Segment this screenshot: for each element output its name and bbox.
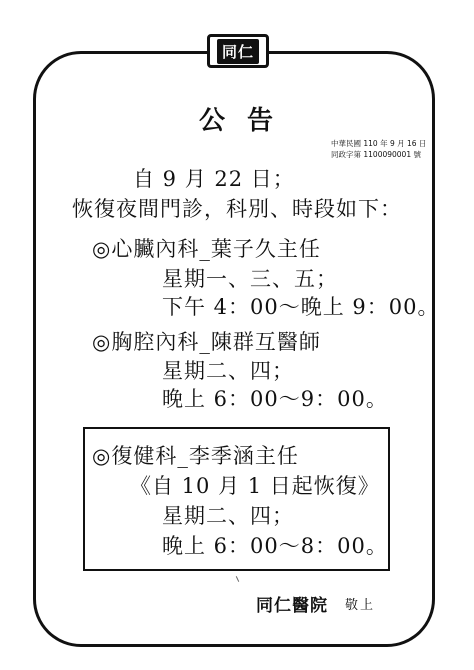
signature-closing: 敬上 xyxy=(345,598,376,613)
section-cardiology-heading: ◎心臟內科_葉子久主任 xyxy=(92,237,321,261)
signature-hospital: 同仁醫院 xyxy=(256,596,328,616)
doc-number: 同政字第 1100090001 號 xyxy=(331,150,421,159)
logo-text: 同仁 xyxy=(217,39,259,64)
doc-date: 中華民國 110 年 9 月 16 日 xyxy=(331,139,427,148)
section-cardiology-time: 下午 4：00～晚上 9：00。 xyxy=(162,295,440,319)
intro-statement: 恢復夜間門診，科別、時段如下： xyxy=(72,197,402,221)
document-reference xyxy=(331,138,426,160)
hospital-logo xyxy=(207,34,269,68)
section-rehab-heading: ◎復健科_李季涵主任 xyxy=(92,444,299,468)
section-rehab-note: 《自 10 月 1 日起恢復》 xyxy=(130,474,380,498)
section-rehab-days: 星期二、四； xyxy=(162,504,294,528)
section-cardiology-days: 星期一、三、五； xyxy=(162,267,338,291)
section-chest-days: 星期二、四； xyxy=(162,359,294,383)
effective-date: 自 9 月 22 日； xyxy=(133,167,295,191)
section-chest-time: 晚上 6：00～9：00。 xyxy=(162,387,388,411)
section-rehab-time: 晚上 6：00～8：00。 xyxy=(162,534,388,558)
section-chest-heading: ◎胸腔內科_陳群互醫師 xyxy=(92,330,321,354)
notice-title: 公告 xyxy=(198,106,295,136)
